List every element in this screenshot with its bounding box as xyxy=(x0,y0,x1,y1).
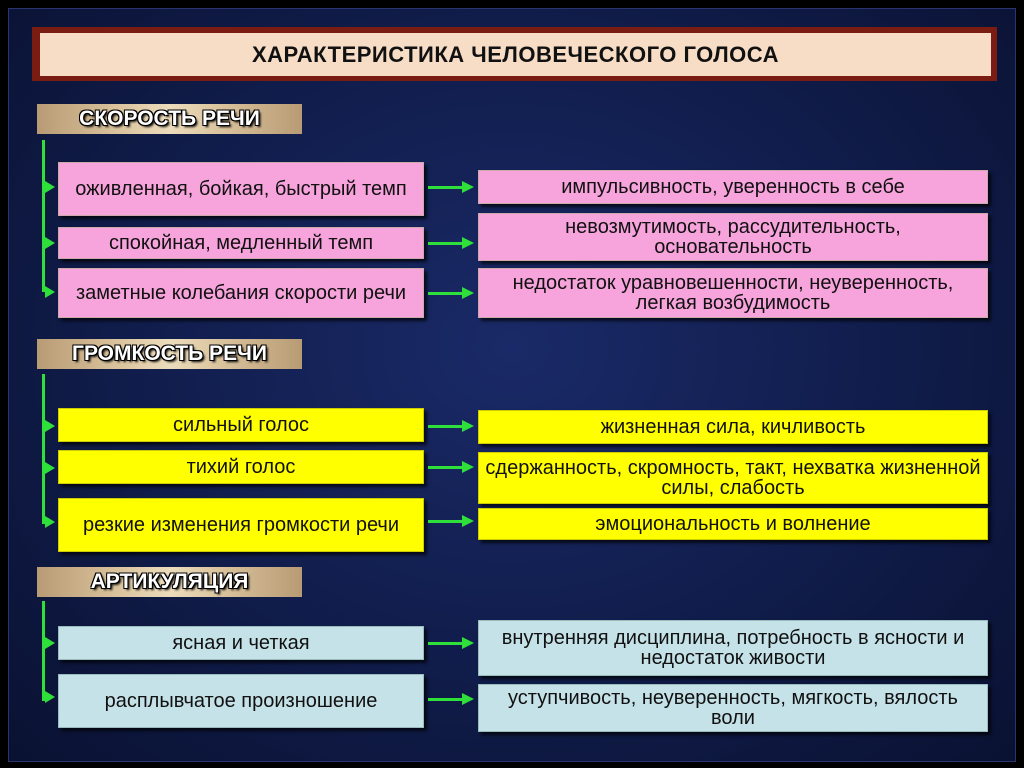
effect-box: сдержанность, скромность, такт, нехватка жизненной силы, слабость xyxy=(478,452,988,504)
effect-box: импульсивность, уверенность в себе xyxy=(478,170,988,204)
connector-tick xyxy=(45,181,55,193)
connector-line xyxy=(42,140,45,292)
arrow xyxy=(428,642,464,645)
connector-tick xyxy=(45,516,55,528)
arrow xyxy=(428,242,464,245)
connector-tick xyxy=(45,420,55,432)
connector-line xyxy=(42,374,45,524)
cause-box: резкие изменения громкости речи xyxy=(58,498,424,552)
page-title: ХАРАКТЕРИСТИКА ЧЕЛОВЕЧЕСКОГО ГОЛОСА xyxy=(40,33,991,76)
section-label-articulation: АРТИКУЛЯЦИЯ xyxy=(37,567,302,597)
cause-box: спокойная, медленный темп xyxy=(58,227,424,259)
effect-box: жизненная сила, кичливость xyxy=(478,410,988,444)
arrow xyxy=(428,466,464,469)
cause-box: тихий голос xyxy=(58,450,424,484)
arrow xyxy=(428,425,464,428)
connector-tick xyxy=(45,691,55,703)
connector-tick xyxy=(45,286,55,298)
arrow xyxy=(428,520,464,523)
section-label-volume: ГРОМКОСТЬ РЕЧИ xyxy=(37,339,302,369)
section-label-speed: СКОРОСТЬ РЕЧИ xyxy=(37,104,302,134)
effect-box: уступчивость, неуверенность, мягкость, вялость воли xyxy=(478,684,988,732)
connector-tick xyxy=(45,462,55,474)
connector-tick xyxy=(45,637,55,649)
cause-box: расплывчатое произношение xyxy=(58,674,424,728)
effect-box: недостаток уравновешенности, неуверенность, легкая возбудимость xyxy=(478,268,988,318)
cause-box: сильный голос xyxy=(58,408,424,442)
arrow xyxy=(428,292,464,295)
cause-box: оживленная, бойкая, быстрый темп xyxy=(58,162,424,216)
effect-box: невозмутимость, рассудительность, основательность xyxy=(478,213,988,261)
effect-box: эмоциональность и волнение xyxy=(478,508,988,540)
connector-line xyxy=(42,601,45,701)
connector-tick xyxy=(45,237,55,249)
cause-box: ясная и четкая xyxy=(58,626,424,660)
arrow xyxy=(428,186,464,189)
arrow xyxy=(428,698,464,701)
effect-box: внутренняя дисциплина, потребность в ясности и недостаток живости xyxy=(478,620,988,676)
cause-box: заметные колебания скорости речи xyxy=(58,268,424,318)
